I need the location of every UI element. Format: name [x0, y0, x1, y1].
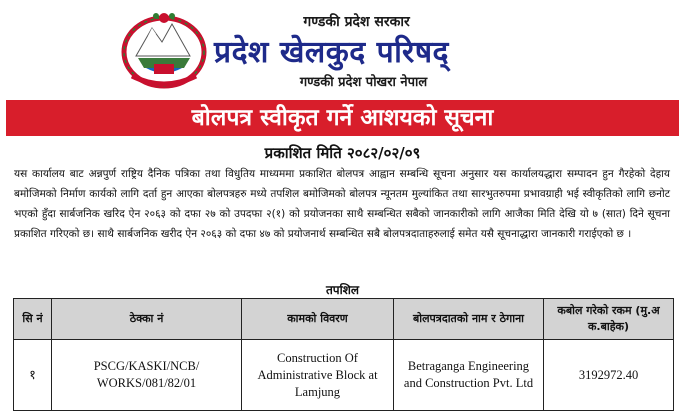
cell-amount: 3192972.40 [544, 340, 674, 411]
cell-sn: १ [14, 340, 52, 411]
column-header-description: कामको विवरण [242, 299, 394, 340]
government-name: गण्डकी प्रदेश सरकार [303, 14, 410, 30]
notice-title-banner: बोलपत्र स्वीकृत गर्ने आशयको सूचना [6, 100, 679, 136]
schedule-label: तपशिल [325, 283, 360, 297]
cell-description: Construction Of Administrative Block at Lamjung [242, 340, 394, 411]
notice-body: यस कार्यालय बाट अन्नपुर्ण राष्ट्रिय दैनिक पत्रिका तथा विधुतिय माध्यममा प्रकाशित बोलपत्र आह्वान सम्बन्धि सूचना अनुसार यस कार्यालयद्धारा सम्पादन हुन गैरहेको देहाय बमोजिमको निर्माण कार्यको लागि दर्ता हुन आएका बोलपत्रहरु मध्ये तपशिल बमोजिमको बोलपत्र न्यूनतम मुल्यांकित तथा सारभुतरुपमा प्रभावग्राही भई स्वीकृतिको लागि छनोट भएको हुँदा सार्बजनिक खरिद ऐन २०६३ को दफा २७ को उपदफा २(१) को प्रयोजनका साथै सम्बन्धित सबैको जानकारीको लागि आजैका मिति देखि यो ७ (सात) दिने सूचना प्रकाशित गरिएको छ। साथै सार्बजनिक खरीद ऐन २०६३ को दफा ४७ को प्रयोजनार्थ सम्बन्धित सबै बोलपत्रदाताहरुलाई समेत यसै सूचनाद्धारा जानकारी गराईएको छ । [14, 168, 670, 240]
tender-table [13, 298, 674, 411]
table-row [14, 340, 674, 411]
column-header-contract-no: ठेक्का नं [52, 299, 242, 340]
council-address: गण्डकी प्रदेश पोखरा नेपाल [299, 75, 428, 90]
column-header-bidder: बोलपत्रदातको नाम र ठेगाना [394, 299, 544, 340]
cell-bidder: Betraganga Engineering and Construction Pvt. Ltd [394, 340, 544, 411]
cell-contract-no: PSCG/KASKI/NCB/ WORKS/081/82/01 [52, 340, 242, 411]
council-name: प्रदेश खेलकुद परिषद् [214, 35, 449, 70]
published-date: प्रकाशित मिति २०८२/०२/०९ [264, 144, 421, 162]
table-header-row [14, 299, 674, 340]
column-header-amount: कबोल गरेको रकम (मु.अ क.बाहेक) [544, 299, 674, 340]
column-header-sn: सि नं [14, 299, 52, 340]
